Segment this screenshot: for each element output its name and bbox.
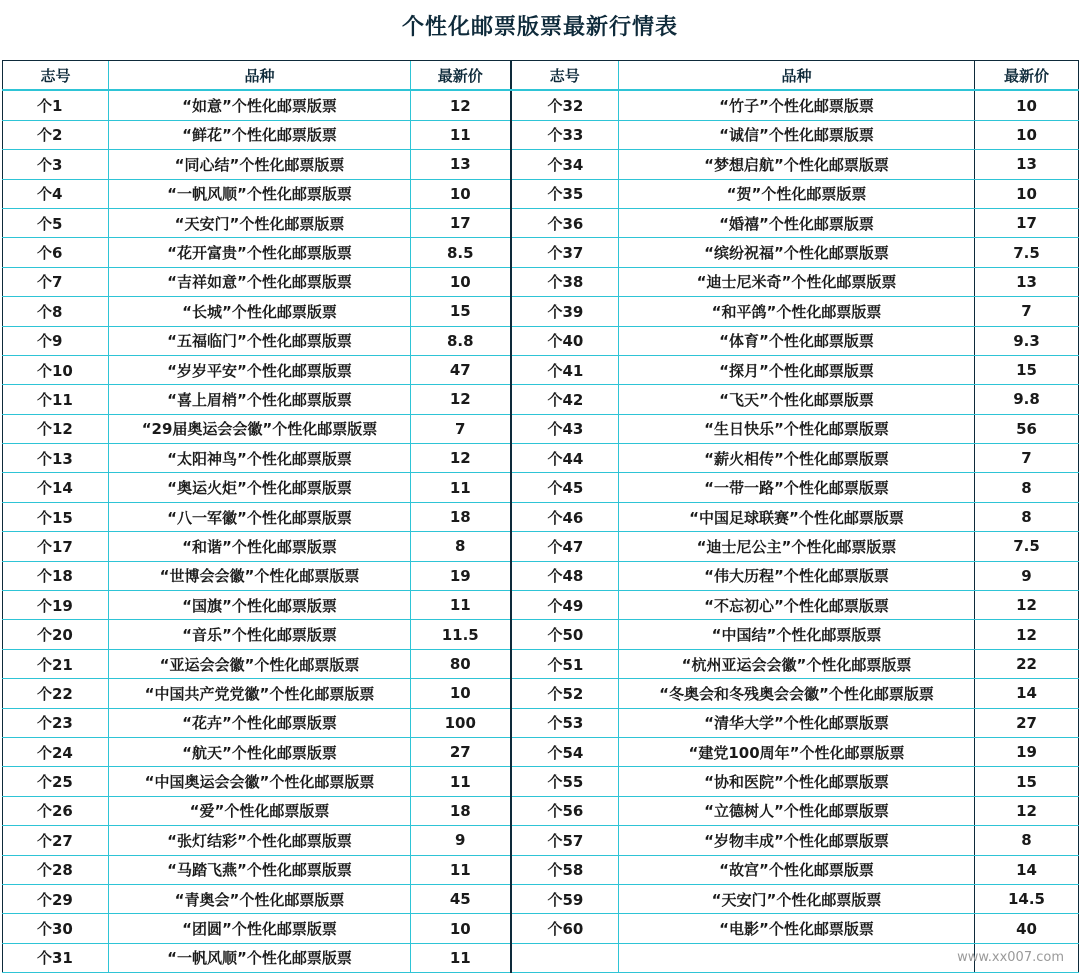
cell-code-right: 个41: [511, 355, 619, 384]
cell-price-left: 10: [411, 914, 511, 943]
cell-price-left: 11.5: [411, 620, 511, 649]
table-row: [3, 737, 1079, 766]
header-price-left: 最新价: [411, 61, 511, 91]
cell-name-right: “协和医院”个性化邮票版票: [619, 767, 975, 796]
cell-price-right: 13: [975, 267, 1079, 296]
cell-price-right: 56: [975, 414, 1079, 443]
cell-name-right: “迪士尼公主”个性化邮票版票: [619, 532, 975, 561]
cell-code-right: 个40: [511, 326, 619, 355]
cell-name-right: “探月”个性化邮票版票: [619, 355, 975, 384]
cell-name-left: “一帆风顺”个性化邮票版票: [109, 943, 411, 972]
table-row: [3, 120, 1079, 149]
cell-price-left: 7: [411, 414, 511, 443]
cell-name-right: “一带一路”个性化邮票版票: [619, 473, 975, 502]
cell-code-right: [511, 943, 619, 972]
cell-name-left: “如意”个性化邮票版票: [109, 90, 411, 120]
cell-code-right: 个51: [511, 649, 619, 678]
cell-price-right: 19: [975, 737, 1079, 766]
cell-price-right: 14: [975, 855, 1079, 884]
cell-code-right: 个54: [511, 737, 619, 766]
cell-code-left: 个10: [3, 355, 109, 384]
cell-name-left: “吉祥如意”个性化邮票版票: [109, 267, 411, 296]
cell-price-right: 7.5: [975, 532, 1079, 561]
header-code-left: 志号: [3, 61, 109, 91]
table-row: [3, 826, 1079, 855]
cell-price-right: 8: [975, 502, 1079, 531]
cell-code-right: 个56: [511, 796, 619, 825]
cell-code-left: 个12: [3, 414, 109, 443]
cell-price-left: 80: [411, 649, 511, 678]
cell-code-right: 个52: [511, 679, 619, 708]
cell-price-right: 14: [975, 679, 1079, 708]
table-row: [3, 649, 1079, 678]
cell-price-right: 12: [975, 796, 1079, 825]
cell-name-right: “和平鸽”个性化邮票版票: [619, 297, 975, 326]
table-row: [3, 297, 1079, 326]
cell-price-left: 13: [411, 150, 511, 179]
cell-code-left: 个24: [3, 737, 109, 766]
cell-name-right: “故宫”个性化邮票版票: [619, 855, 975, 884]
cell-code-right: 个58: [511, 855, 619, 884]
cell-name-left: “奥运火炬”个性化邮票版票: [109, 473, 411, 502]
cell-code-left: 个27: [3, 826, 109, 855]
table-row: [3, 620, 1079, 649]
table-row: [3, 767, 1079, 796]
table-row: [3, 855, 1079, 884]
cell-name-right: “中国结”个性化邮票版票: [619, 620, 975, 649]
cell-code-right: 个50: [511, 620, 619, 649]
cell-name-right: “贺”个性化邮票版票: [619, 179, 975, 208]
cell-price-right: 8: [975, 826, 1079, 855]
watermark: www.xx007.com: [957, 950, 1064, 965]
cell-name-right: “薪火相传”个性化邮票版票: [619, 444, 975, 473]
cell-name-right: “不忘初心”个性化邮票版票: [619, 591, 975, 620]
cell-price-left: 10: [411, 679, 511, 708]
cell-price-left: 11: [411, 473, 511, 502]
cell-name-right: “竹子”个性化邮票版票: [619, 90, 975, 120]
cell-name-right: “天安门”个性化邮票版票: [619, 884, 975, 913]
cell-name-left: “国旗”个性化邮票版票: [109, 591, 411, 620]
cell-code-left: 个11: [3, 385, 109, 414]
cell-price-right: 14.5: [975, 884, 1079, 913]
cell-price-left: 8.8: [411, 326, 511, 355]
cell-code-right: 个60: [511, 914, 619, 943]
cell-code-right: 个59: [511, 884, 619, 913]
cell-code-left: 个5: [3, 208, 109, 237]
cell-name-left: “世博会会徽”个性化邮票版票: [109, 561, 411, 590]
cell-code-left: 个20: [3, 620, 109, 649]
cell-code-right: 个46: [511, 502, 619, 531]
cell-code-left: 个2: [3, 120, 109, 149]
cell-name-right: “体育”个性化邮票版票: [619, 326, 975, 355]
table-row: [3, 414, 1079, 443]
table-row: [3, 914, 1079, 943]
cell-code-left: 个9: [3, 326, 109, 355]
table-row: [3, 943, 1079, 972]
cell-price-right: 15: [975, 355, 1079, 384]
cell-name-right: “诚信”个性化邮票版票: [619, 120, 975, 149]
cell-code-right: 个39: [511, 297, 619, 326]
cell-price-right: 40: [975, 914, 1079, 943]
cell-code-right: 个53: [511, 708, 619, 737]
cell-price-right: 7: [975, 297, 1079, 326]
cell-price-left: 8.5: [411, 238, 511, 267]
cell-price-left: 11: [411, 943, 511, 972]
cell-code-right: 个45: [511, 473, 619, 502]
table-row: [3, 708, 1079, 737]
cell-price-left: 11: [411, 591, 511, 620]
cell-name-left: “一帆风顺”个性化邮票版票: [109, 179, 411, 208]
cell-code-left: 个7: [3, 267, 109, 296]
cell-name-right: “迪士尼米奇”个性化邮票版票: [619, 267, 975, 296]
cell-price-left: 19: [411, 561, 511, 590]
cell-price-left: 18: [411, 502, 511, 531]
cell-code-right: 个49: [511, 591, 619, 620]
cell-price-right: 22: [975, 649, 1079, 678]
table-row: [3, 267, 1079, 296]
cell-name-right: “飞天”个性化邮票版票: [619, 385, 975, 414]
cell-code-right: 个32: [511, 90, 619, 120]
cell-name-right: “杭州亚运会会徽”个性化邮票版票: [619, 649, 975, 678]
cell-price-left: 27: [411, 737, 511, 766]
cell-price-right: 27: [975, 708, 1079, 737]
cell-code-right: 个35: [511, 179, 619, 208]
cell-code-right: 个36: [511, 208, 619, 237]
cell-name-right: “伟大历程”个性化邮票版票: [619, 561, 975, 590]
cell-name-left: “爱”个性化邮票版票: [109, 796, 411, 825]
table-body: [3, 90, 1079, 972]
cell-code-right: 个33: [511, 120, 619, 149]
table-row: [3, 796, 1079, 825]
cell-price-left: 12: [411, 385, 511, 414]
cell-code-left: 个18: [3, 561, 109, 590]
cell-name-right: “电影”个性化邮票版票: [619, 914, 975, 943]
cell-price-left: 8: [411, 532, 511, 561]
cell-name-right: “中国足球联赛”个性化邮票版票: [619, 502, 975, 531]
cell-price-left: 18: [411, 796, 511, 825]
cell-code-left: 个23: [3, 708, 109, 737]
cell-price-right: 10: [975, 90, 1079, 120]
cell-price-right: 10: [975, 120, 1079, 149]
cell-price-left: 10: [411, 267, 511, 296]
cell-code-right: 个42: [511, 385, 619, 414]
table-row: [3, 355, 1079, 384]
table-row: [3, 150, 1079, 179]
cell-name-left: “八一军徽”个性化邮票版票: [109, 502, 411, 531]
table-row: [3, 238, 1079, 267]
cell-name-left: “张灯结彩”个性化邮票版票: [109, 826, 411, 855]
cell-code-left: 个22: [3, 679, 109, 708]
cell-name-right: “立德树人”个性化邮票版票: [619, 796, 975, 825]
cell-name-left: “马踏飞燕”个性化邮票版票: [109, 855, 411, 884]
cell-name-right: “清华大学”个性化邮票版票: [619, 708, 975, 737]
cell-price-right: 17: [975, 208, 1079, 237]
header-price-right: 最新价: [975, 61, 1079, 91]
cell-name-left: “天安门”个性化邮票版票: [109, 208, 411, 237]
cell-code-left: 个6: [3, 238, 109, 267]
cell-name-left: “鲜花”个性化邮票版票: [109, 120, 411, 149]
cell-name-left: “中国奥运会会徽”个性化邮票版票: [109, 767, 411, 796]
cell-name-left: “中国共产党党徽”个性化邮票版票: [109, 679, 411, 708]
cell-name-left: “五福临门”个性化邮票版票: [109, 326, 411, 355]
table-row: [3, 532, 1079, 561]
cell-code-left: 个21: [3, 649, 109, 678]
cell-code-right: 个47: [511, 532, 619, 561]
cell-price-left: 11: [411, 767, 511, 796]
table-row: [3, 385, 1079, 414]
cell-name-right: “缤纷祝福”个性化邮票版票: [619, 238, 975, 267]
cell-price-right: 7.5: [975, 238, 1079, 267]
cell-name-left: “花卉”个性化邮票版票: [109, 708, 411, 737]
table-row: [3, 679, 1079, 708]
table-row: [3, 502, 1079, 531]
price-table: [2, 60, 1079, 973]
table-row: [3, 90, 1079, 120]
cell-price-left: 15: [411, 297, 511, 326]
cell-code-right: 个38: [511, 267, 619, 296]
cell-code-left: 个3: [3, 150, 109, 179]
cell-code-left: 个14: [3, 473, 109, 502]
cell-code-left: 个19: [3, 591, 109, 620]
cell-name-right: “梦想启航”个性化邮票版票: [619, 150, 975, 179]
cell-name-left: “和谐”个性化邮票版票: [109, 532, 411, 561]
cell-code-right: 个55: [511, 767, 619, 796]
cell-name-left: “团圆”个性化邮票版票: [109, 914, 411, 943]
cell-price-right: 13: [975, 150, 1079, 179]
table-row: [3, 884, 1079, 913]
cell-code-right: 个37: [511, 238, 619, 267]
cell-name-left: “太阳神鸟”个性化邮票版票: [109, 444, 411, 473]
cell-code-left: 个31: [3, 943, 109, 972]
cell-name-left: “岁岁平安”个性化邮票版票: [109, 355, 411, 384]
cell-code-right: 个34: [511, 150, 619, 179]
cell-name-left: “喜上眉梢”个性化邮票版票: [109, 385, 411, 414]
cell-name-right: “冬奥会和冬残奥会会徽”个性化邮票版票: [619, 679, 975, 708]
header-code-right: 志号: [511, 61, 619, 91]
cell-price-right: 8: [975, 473, 1079, 502]
cell-code-right: 个57: [511, 826, 619, 855]
cell-code-left: 个15: [3, 502, 109, 531]
page-title: 个性化邮票版票最新行情表: [401, 15, 678, 40]
table-row: [3, 473, 1079, 502]
cell-price-right: 9.8: [975, 385, 1079, 414]
cell-code-left: 个8: [3, 297, 109, 326]
cell-name-right: [619, 943, 975, 972]
cell-code-right: 个44: [511, 444, 619, 473]
cell-price-right: 9.3: [975, 326, 1079, 355]
table-row: [3, 444, 1079, 473]
cell-price-left: 47: [411, 355, 511, 384]
cell-code-left: 个25: [3, 767, 109, 796]
cell-code-left: 个17: [3, 532, 109, 561]
cell-name-left: “花开富贵”个性化邮票版票: [109, 238, 411, 267]
cell-name-left: “长城”个性化邮票版票: [109, 297, 411, 326]
cell-price-left: 11: [411, 855, 511, 884]
header-name-right: 品种: [619, 61, 975, 91]
table-row: [3, 561, 1079, 590]
table-row: [3, 208, 1079, 237]
cell-price-right: 10: [975, 179, 1079, 208]
cell-code-right: 个43: [511, 414, 619, 443]
table-row: [3, 179, 1079, 208]
cell-code-left: 个4: [3, 179, 109, 208]
cell-price-right: 7: [975, 444, 1079, 473]
cell-name-left: “航天”个性化邮票版票: [109, 737, 411, 766]
cell-name-left: “29届奥运会会徽”个性化邮票版票: [109, 414, 411, 443]
cell-name-right: “建党100周年”个性化邮票版票: [619, 737, 975, 766]
cell-price-right: 12: [975, 591, 1079, 620]
cell-code-left: 个28: [3, 855, 109, 884]
cell-name-left: “亚运会会徽”个性化邮票版票: [109, 649, 411, 678]
cell-name-right: “岁物丰成”个性化邮票版票: [619, 826, 975, 855]
table-header-row: [3, 61, 1079, 91]
cell-code-left: 个13: [3, 444, 109, 473]
cell-code-left: 个26: [3, 796, 109, 825]
cell-name-right: “生日快乐”个性化邮票版票: [619, 414, 975, 443]
cell-name-right: “婚禧”个性化邮票版票: [619, 208, 975, 237]
cell-price-left: 12: [411, 90, 511, 120]
cell-code-left: 个29: [3, 884, 109, 913]
cell-price-right: 12: [975, 620, 1079, 649]
cell-price-left: 100: [411, 708, 511, 737]
table-row: [3, 326, 1079, 355]
cell-price-left: 9: [411, 826, 511, 855]
cell-price-left: 11: [411, 120, 511, 149]
cell-code-right: 个48: [511, 561, 619, 590]
cell-price-left: 45: [411, 884, 511, 913]
cell-price-right: 9: [975, 561, 1079, 590]
cell-price-left: 17: [411, 208, 511, 237]
cell-code-left: 个1: [3, 90, 109, 120]
cell-name-left: “青奥会”个性化邮票版票: [109, 884, 411, 913]
cell-name-left: “同心结”个性化邮票版票: [109, 150, 411, 179]
cell-name-left: “音乐”个性化邮票版票: [109, 620, 411, 649]
cell-price-right: 15: [975, 767, 1079, 796]
cell-code-left: 个30: [3, 914, 109, 943]
table-row: [3, 591, 1079, 620]
cell-price-left: 12: [411, 444, 511, 473]
cell-price-left: 10: [411, 179, 511, 208]
header-name-left: 品种: [109, 61, 411, 91]
